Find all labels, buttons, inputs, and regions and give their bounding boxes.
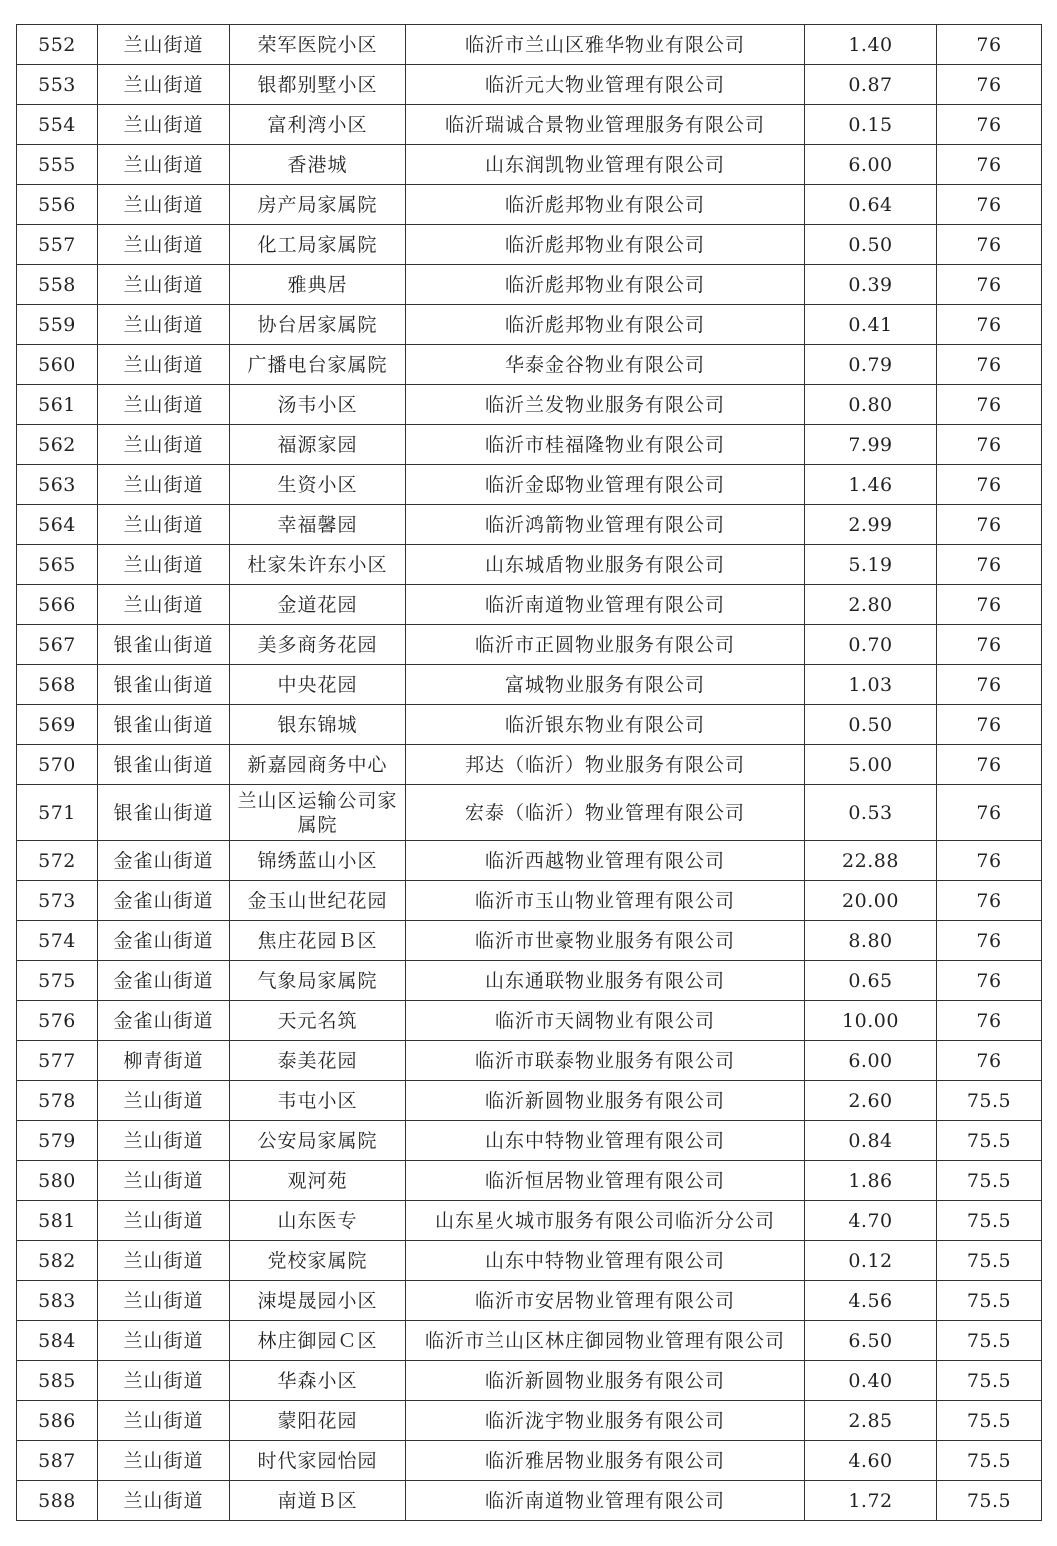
cell-property-company: 临沂市世豪物业服务有限公司 bbox=[406, 921, 805, 961]
cell-row-number: 580 bbox=[17, 1161, 98, 1201]
cell-area: 0.80 bbox=[805, 385, 937, 425]
cell-score: 76 bbox=[937, 385, 1042, 425]
cell-score: 76 bbox=[937, 345, 1042, 385]
cell-score: 75.5 bbox=[937, 1161, 1042, 1201]
cell-area: 0.64 bbox=[805, 185, 937, 225]
cell-area: 0.15 bbox=[805, 105, 937, 145]
cell-street: 兰山街道 bbox=[98, 1201, 230, 1241]
cell-street: 金雀山街道 bbox=[98, 1001, 230, 1041]
cell-street: 金雀山街道 bbox=[98, 961, 230, 1001]
cell-row-number: 552 bbox=[17, 25, 98, 65]
table-row bbox=[17, 705, 1042, 745]
cell-area: 1.86 bbox=[805, 1161, 937, 1201]
cell-street: 兰山街道 bbox=[98, 225, 230, 265]
cell-property-company: 临沂瑞诚合景物业管理服务有限公司 bbox=[406, 105, 805, 145]
cell-score: 76 bbox=[937, 545, 1042, 585]
cell-street: 兰山街道 bbox=[98, 1241, 230, 1281]
table-row bbox=[17, 1321, 1042, 1361]
cell-street: 兰山街道 bbox=[98, 505, 230, 545]
table-row bbox=[17, 1281, 1042, 1321]
cell-community: 涑堤晟园小区 bbox=[230, 1281, 406, 1321]
table-row bbox=[17, 465, 1042, 505]
cell-row-number: 559 bbox=[17, 305, 98, 345]
cell-score: 76 bbox=[937, 625, 1042, 665]
cell-property-company: 临沂雅居物业服务有限公司 bbox=[406, 1441, 805, 1481]
cell-score: 75.5 bbox=[937, 1441, 1042, 1481]
cell-property-company: 宏泰（临沂）物业管理有限公司 bbox=[406, 785, 805, 841]
cell-street: 银雀山街道 bbox=[98, 665, 230, 705]
cell-row-number: 572 bbox=[17, 841, 98, 881]
cell-community: 生资小区 bbox=[230, 465, 406, 505]
table-row bbox=[17, 1441, 1042, 1481]
table-row bbox=[17, 65, 1042, 105]
cell-property-company: 山东城盾物业服务有限公司 bbox=[406, 545, 805, 585]
cell-community: 汤韦小区 bbox=[230, 385, 406, 425]
cell-community: 气象局家属院 bbox=[230, 961, 406, 1001]
cell-score: 75.5 bbox=[937, 1281, 1042, 1321]
cell-row-number: 553 bbox=[17, 65, 98, 105]
table-row bbox=[17, 145, 1042, 185]
cell-area: 0.50 bbox=[805, 225, 937, 265]
table-row bbox=[17, 625, 1042, 665]
cell-community: 银东锦城 bbox=[230, 705, 406, 745]
cell-score: 76 bbox=[937, 425, 1042, 465]
cell-row-number: 579 bbox=[17, 1121, 98, 1161]
cell-community: 锦绣蓝山小区 bbox=[230, 841, 406, 881]
cell-street: 金雀山街道 bbox=[98, 841, 230, 881]
cell-property-company: 临沂彪邦物业有限公司 bbox=[406, 185, 805, 225]
table-row bbox=[17, 1241, 1042, 1281]
cell-score: 76 bbox=[937, 505, 1042, 545]
cell-street: 兰山街道 bbox=[98, 1081, 230, 1121]
cell-street: 兰山街道 bbox=[98, 545, 230, 585]
cell-row-number: 560 bbox=[17, 345, 98, 385]
cell-row-number: 573 bbox=[17, 881, 98, 921]
cell-community: 泰美花园 bbox=[230, 1041, 406, 1081]
cell-property-company: 山东通联物业服务有限公司 bbox=[406, 961, 805, 1001]
cell-score: 76 bbox=[937, 585, 1042, 625]
cell-row-number: 584 bbox=[17, 1321, 98, 1361]
cell-area: 6.00 bbox=[805, 145, 937, 185]
table-row bbox=[17, 105, 1042, 145]
cell-score: 76 bbox=[937, 665, 1042, 705]
table-row bbox=[17, 505, 1042, 545]
cell-street: 兰山街道 bbox=[98, 105, 230, 145]
cell-area: 6.00 bbox=[805, 1041, 937, 1081]
cell-community: 金玉山世纪花园 bbox=[230, 881, 406, 921]
cell-area: 0.65 bbox=[805, 961, 937, 1001]
cell-area: 1.72 bbox=[805, 1481, 937, 1521]
cell-score: 75.5 bbox=[937, 1481, 1042, 1521]
table-row bbox=[17, 1161, 1042, 1201]
cell-property-company: 临沂元大物业管理有限公司 bbox=[406, 65, 805, 105]
cell-property-company: 临沂市天阔物业有限公司 bbox=[406, 1001, 805, 1041]
cell-area: 6.50 bbox=[805, 1321, 937, 1361]
cell-area: 7.99 bbox=[805, 425, 937, 465]
cell-area: 0.41 bbox=[805, 305, 937, 345]
cell-community: 杜家朱许东小区 bbox=[230, 545, 406, 585]
cell-street: 兰山街道 bbox=[98, 425, 230, 465]
cell-property-company: 临沂泷宇物业服务有限公司 bbox=[406, 1401, 805, 1441]
cell-area: 1.40 bbox=[805, 25, 937, 65]
cell-area: 0.40 bbox=[805, 1361, 937, 1401]
cell-property-company: 临沂市兰山区林庄御园物业管理有限公司 bbox=[406, 1321, 805, 1361]
cell-street: 银雀山街道 bbox=[98, 705, 230, 745]
cell-row-number: 563 bbox=[17, 465, 98, 505]
cell-community: 美多商务花园 bbox=[230, 625, 406, 665]
cell-community: 中央花园 bbox=[230, 665, 406, 705]
cell-property-company: 临沂恒居物业管理有限公司 bbox=[406, 1161, 805, 1201]
cell-property-company: 临沂西越物业管理有限公司 bbox=[406, 841, 805, 881]
cell-community: 广播电台家属院 bbox=[230, 345, 406, 385]
cell-row-number: 554 bbox=[17, 105, 98, 145]
cell-property-company: 临沂南道物业管理有限公司 bbox=[406, 585, 805, 625]
cell-community: 雅典居 bbox=[230, 265, 406, 305]
cell-row-number: 577 bbox=[17, 1041, 98, 1081]
cell-score: 76 bbox=[937, 785, 1042, 841]
table-row bbox=[17, 1361, 1042, 1401]
table-row bbox=[17, 1121, 1042, 1161]
cell-area: 2.60 bbox=[805, 1081, 937, 1121]
cell-property-company: 临沂彪邦物业有限公司 bbox=[406, 225, 805, 265]
cell-property-company: 富城物业服务有限公司 bbox=[406, 665, 805, 705]
cell-score: 76 bbox=[937, 305, 1042, 345]
cell-property-company: 山东中特物业管理有限公司 bbox=[406, 1241, 805, 1281]
cell-property-company: 山东中特物业管理有限公司 bbox=[406, 1121, 805, 1161]
cell-street: 兰山街道 bbox=[98, 145, 230, 185]
cell-row-number: 556 bbox=[17, 185, 98, 225]
cell-score: 76 bbox=[937, 145, 1042, 185]
cell-property-company: 临沂市桂福隆物业有限公司 bbox=[406, 425, 805, 465]
cell-score: 76 bbox=[937, 105, 1042, 145]
cell-community: 南道Ｂ区 bbox=[230, 1481, 406, 1521]
cell-street: 兰山街道 bbox=[98, 385, 230, 425]
cell-row-number: 557 bbox=[17, 225, 98, 265]
cell-row-number: 574 bbox=[17, 921, 98, 961]
cell-row-number: 562 bbox=[17, 425, 98, 465]
cell-street: 兰山街道 bbox=[98, 25, 230, 65]
cell-property-company: 临沂新圆物业服务有限公司 bbox=[406, 1361, 805, 1401]
cell-area: 10.00 bbox=[805, 1001, 937, 1041]
cell-property-company: 临沂新圆物业服务有限公司 bbox=[406, 1081, 805, 1121]
cell-community: 香港城 bbox=[230, 145, 406, 185]
cell-street: 兰山街道 bbox=[98, 1281, 230, 1321]
cell-community: 党校家属院 bbox=[230, 1241, 406, 1281]
cell-area: 5.19 bbox=[805, 545, 937, 585]
cell-property-company: 山东星火城市服务有限公司临沂分公司 bbox=[406, 1201, 805, 1241]
cell-score: 76 bbox=[937, 841, 1042, 881]
table-row bbox=[17, 265, 1042, 305]
cell-street: 兰山街道 bbox=[98, 585, 230, 625]
cell-community: 化工局家属院 bbox=[230, 225, 406, 265]
cell-community: 协台居家属院 bbox=[230, 305, 406, 345]
cell-area: 2.85 bbox=[805, 1401, 937, 1441]
cell-street: 兰山街道 bbox=[98, 465, 230, 505]
cell-area: 22.88 bbox=[805, 841, 937, 881]
cell-area: 8.80 bbox=[805, 921, 937, 961]
cell-row-number: 582 bbox=[17, 1241, 98, 1281]
cell-area: 0.39 bbox=[805, 265, 937, 305]
cell-street: 银雀山街道 bbox=[98, 785, 230, 841]
cell-street: 兰山街道 bbox=[98, 65, 230, 105]
cell-score: 75.5 bbox=[937, 1321, 1042, 1361]
table-row bbox=[17, 425, 1042, 465]
cell-community: 幸福馨园 bbox=[230, 505, 406, 545]
cell-community: 富利湾小区 bbox=[230, 105, 406, 145]
cell-property-company: 临沂彪邦物业有限公司 bbox=[406, 305, 805, 345]
cell-area: 0.53 bbox=[805, 785, 937, 841]
cell-score: 76 bbox=[937, 745, 1042, 785]
cell-community: 焦庄花园Ｂ区 bbox=[230, 921, 406, 961]
cell-row-number: 576 bbox=[17, 1001, 98, 1041]
table-row bbox=[17, 921, 1042, 961]
cell-street: 柳青街道 bbox=[98, 1041, 230, 1081]
cell-row-number: 586 bbox=[17, 1401, 98, 1441]
cell-community: 公安局家属院 bbox=[230, 1121, 406, 1161]
cell-street: 兰山街道 bbox=[98, 1321, 230, 1361]
cell-score: 75.5 bbox=[937, 1401, 1042, 1441]
table-row bbox=[17, 225, 1042, 265]
cell-property-company: 华泰金谷物业有限公司 bbox=[406, 345, 805, 385]
cell-row-number: 569 bbox=[17, 705, 98, 745]
cell-community: 时代家园怡园 bbox=[230, 1441, 406, 1481]
cell-property-company: 临沂兰发物业服务有限公司 bbox=[406, 385, 805, 425]
cell-row-number: 561 bbox=[17, 385, 98, 425]
cell-area: 2.99 bbox=[805, 505, 937, 545]
cell-score: 76 bbox=[937, 881, 1042, 921]
cell-community: 福源家园 bbox=[230, 425, 406, 465]
cell-area: 0.84 bbox=[805, 1121, 937, 1161]
cell-row-number: 578 bbox=[17, 1081, 98, 1121]
cell-property-company: 山东润凯物业管理有限公司 bbox=[406, 145, 805, 185]
table-row bbox=[17, 1481, 1042, 1521]
cell-street: 兰山街道 bbox=[98, 265, 230, 305]
cell-property-company: 临沂市联泰物业服务有限公司 bbox=[406, 1041, 805, 1081]
table-row bbox=[17, 665, 1042, 705]
table-row bbox=[17, 1401, 1042, 1441]
cell-community: 房产局家属院 bbox=[230, 185, 406, 225]
table-row bbox=[17, 585, 1042, 625]
cell-street: 银雀山街道 bbox=[98, 625, 230, 665]
cell-street: 兰山街道 bbox=[98, 1401, 230, 1441]
cell-score: 76 bbox=[937, 65, 1042, 105]
cell-score: 75.5 bbox=[937, 1361, 1042, 1401]
cell-community: 山东医专 bbox=[230, 1201, 406, 1241]
table-row bbox=[17, 1041, 1042, 1081]
cell-community: 华森小区 bbox=[230, 1361, 406, 1401]
cell-score: 76 bbox=[937, 225, 1042, 265]
cell-street: 兰山街道 bbox=[98, 1441, 230, 1481]
cell-row-number: 588 bbox=[17, 1481, 98, 1521]
cell-community: 天元名筑 bbox=[230, 1001, 406, 1041]
cell-score: 76 bbox=[937, 465, 1042, 505]
cell-street: 金雀山街道 bbox=[98, 881, 230, 921]
cell-score: 76 bbox=[937, 921, 1042, 961]
table-row bbox=[17, 841, 1042, 881]
cell-street: 银雀山街道 bbox=[98, 745, 230, 785]
cell-row-number: 564 bbox=[17, 505, 98, 545]
property-table bbox=[16, 24, 1042, 1521]
cell-property-company: 临沂市兰山区雅华物业有限公司 bbox=[406, 25, 805, 65]
cell-score: 76 bbox=[937, 961, 1042, 1001]
table-row bbox=[17, 545, 1042, 585]
table-row bbox=[17, 961, 1042, 1001]
cell-street: 金雀山街道 bbox=[98, 921, 230, 961]
cell-property-company: 临沂彪邦物业有限公司 bbox=[406, 265, 805, 305]
cell-area: 4.60 bbox=[805, 1441, 937, 1481]
property-table-body bbox=[17, 25, 1042, 1521]
cell-area: 4.70 bbox=[805, 1201, 937, 1241]
cell-street: 兰山街道 bbox=[98, 1121, 230, 1161]
cell-property-company: 邦达（临沂）物业服务有限公司 bbox=[406, 745, 805, 785]
cell-row-number: 583 bbox=[17, 1281, 98, 1321]
cell-row-number: 585 bbox=[17, 1361, 98, 1401]
table-row bbox=[17, 745, 1042, 785]
cell-score: 76 bbox=[937, 1041, 1042, 1081]
cell-community: 金道花园 bbox=[230, 585, 406, 625]
cell-street: 兰山街道 bbox=[98, 1481, 230, 1521]
cell-street: 兰山街道 bbox=[98, 185, 230, 225]
cell-row-number: 581 bbox=[17, 1201, 98, 1241]
cell-street: 兰山街道 bbox=[98, 1161, 230, 1201]
cell-score: 76 bbox=[937, 705, 1042, 745]
cell-community: 荣军医院小区 bbox=[230, 25, 406, 65]
cell-property-company: 临沂银东物业有限公司 bbox=[406, 705, 805, 745]
cell-area: 1.46 bbox=[805, 465, 937, 505]
cell-score: 76 bbox=[937, 185, 1042, 225]
cell-row-number: 558 bbox=[17, 265, 98, 305]
table-row bbox=[17, 785, 1042, 841]
cell-property-company: 临沂南道物业管理有限公司 bbox=[406, 1481, 805, 1521]
cell-row-number: 565 bbox=[17, 545, 98, 585]
cell-score: 75.5 bbox=[937, 1241, 1042, 1281]
cell-area: 1.03 bbox=[805, 665, 937, 705]
cell-area: 0.87 bbox=[805, 65, 937, 105]
cell-area: 4.56 bbox=[805, 1281, 937, 1321]
cell-community: 林庄御园Ｃ区 bbox=[230, 1321, 406, 1361]
cell-community: 观河苑 bbox=[230, 1161, 406, 1201]
table-row bbox=[17, 185, 1042, 225]
cell-row-number: 566 bbox=[17, 585, 98, 625]
cell-community: 兰山区运输公司家属院 bbox=[230, 785, 406, 841]
table-row bbox=[17, 881, 1042, 921]
cell-score: 75.5 bbox=[937, 1121, 1042, 1161]
cell-area: 2.80 bbox=[805, 585, 937, 625]
cell-area: 0.50 bbox=[805, 705, 937, 745]
cell-street: 兰山街道 bbox=[98, 305, 230, 345]
cell-area: 20.00 bbox=[805, 881, 937, 921]
table-row bbox=[17, 1201, 1042, 1241]
cell-street: 兰山街道 bbox=[98, 1361, 230, 1401]
cell-score: 75.5 bbox=[937, 1081, 1042, 1121]
cell-property-company: 临沂市安居物业管理有限公司 bbox=[406, 1281, 805, 1321]
cell-row-number: 571 bbox=[17, 785, 98, 841]
cell-community: 韦屯小区 bbox=[230, 1081, 406, 1121]
cell-community: 银都别墅小区 bbox=[230, 65, 406, 105]
table-row bbox=[17, 25, 1042, 65]
table-row bbox=[17, 1001, 1042, 1041]
cell-property-company: 临沂市玉山物业管理有限公司 bbox=[406, 881, 805, 921]
cell-area: 5.00 bbox=[805, 745, 937, 785]
cell-area: 0.70 bbox=[805, 625, 937, 665]
cell-community: 新嘉园商务中心 bbox=[230, 745, 406, 785]
cell-area: 0.79 bbox=[805, 345, 937, 385]
table-row bbox=[17, 1081, 1042, 1121]
cell-row-number: 568 bbox=[17, 665, 98, 705]
cell-property-company: 临沂鸿箭物业管理有限公司 bbox=[406, 505, 805, 545]
cell-area: 0.12 bbox=[805, 1241, 937, 1281]
cell-score: 76 bbox=[937, 265, 1042, 305]
cell-score: 76 bbox=[937, 1001, 1042, 1041]
cell-property-company: 临沂市正圆物业服务有限公司 bbox=[406, 625, 805, 665]
cell-row-number: 555 bbox=[17, 145, 98, 185]
cell-property-company: 临沂金邸物业管理有限公司 bbox=[406, 465, 805, 505]
cell-row-number: 570 bbox=[17, 745, 98, 785]
cell-row-number: 567 bbox=[17, 625, 98, 665]
cell-street: 兰山街道 bbox=[98, 345, 230, 385]
cell-community: 蒙阳花园 bbox=[230, 1401, 406, 1441]
cell-row-number: 575 bbox=[17, 961, 98, 1001]
cell-score: 75.5 bbox=[937, 1201, 1042, 1241]
table-row bbox=[17, 345, 1042, 385]
cell-score: 76 bbox=[937, 25, 1042, 65]
table-row bbox=[17, 385, 1042, 425]
table-row bbox=[17, 305, 1042, 345]
cell-row-number: 587 bbox=[17, 1441, 98, 1481]
